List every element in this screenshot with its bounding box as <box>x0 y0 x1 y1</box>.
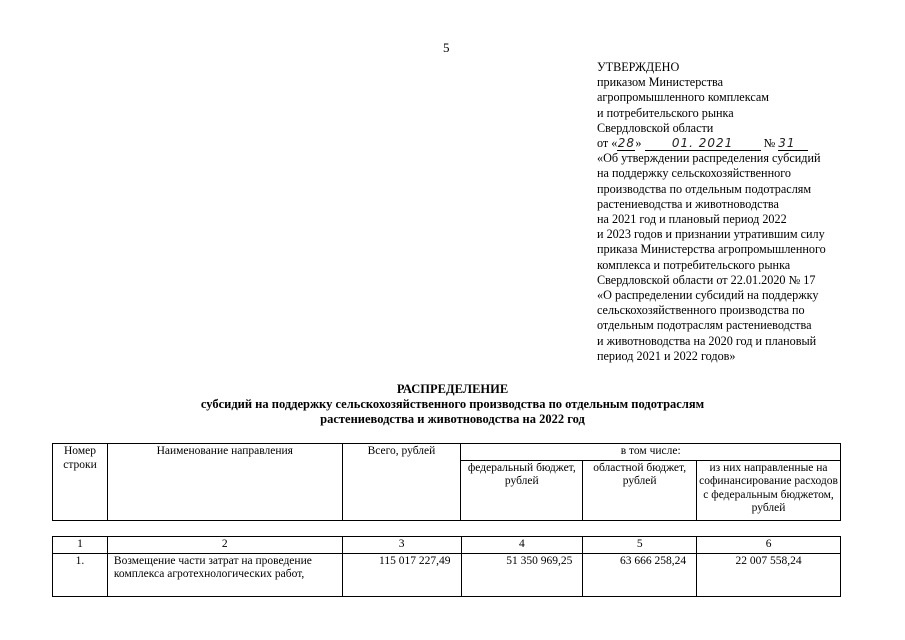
column-number: 6 <box>697 537 841 554</box>
subject-line: «Об утверждении распределения субсидий <box>597 151 821 166</box>
subject-line: растениеводства и животноводства <box>597 196 779 211</box>
title-subtitle: субсидий на поддержку сельскохозяйственного производства по отдельным подотраслям <box>200 397 705 411</box>
column-number: 5 <box>583 537 697 554</box>
row-total: 115 017 227,49 <box>342 553 461 596</box>
page-number: 5 <box>443 40 450 55</box>
column-number: 2 <box>107 537 342 554</box>
header-including: в том числе: <box>461 444 841 461</box>
subject-line: Свердловской области от 22.01.2020 № 17 <box>597 272 816 287</box>
header-row-number: Номер строки <box>53 444 108 521</box>
row-regional: 63 666 258,24 <box>583 553 697 596</box>
subject-line: период 2021 и 2022 годов» <box>597 348 736 363</box>
row-cofinancing: 22 007 558,24 <box>697 553 841 596</box>
subject-line: и 2023 годов и признании утратившим силу <box>597 227 825 242</box>
approval-line: Свердловской области <box>597 120 714 135</box>
column-number: 1 <box>53 537 108 554</box>
subject-line: и животноводства на 2020 год и плановый <box>597 333 817 348</box>
column-number-row <box>53 537 841 554</box>
number-sign: № <box>763 136 776 151</box>
header-total: Всего, рублей <box>342 444 461 521</box>
header-federal: федеральный бюджет, рублей <box>461 460 583 521</box>
date-day: 28 <box>617 136 636 151</box>
column-number: 3 <box>342 537 461 554</box>
approval-date-line <box>597 136 897 151</box>
row-direction-name: Возмещение части затрат на проведение комплекса агротехнологических работ, <box>107 553 342 596</box>
subject-line: производства по отдельным подотраслям <box>597 181 812 196</box>
table-header <box>52 443 841 521</box>
subject-line: на поддержку сельскохозяйственного <box>597 166 791 181</box>
date-quote-close: » <box>635 136 642 151</box>
subject-line: отдельным подотраслям растениеводства <box>597 318 812 333</box>
approval-line: приказом Министерства <box>597 75 724 90</box>
row-federal: 51 350 969,25 <box>461 553 583 596</box>
column-number: 4 <box>461 537 583 554</box>
document-title <box>0 382 905 427</box>
title-subtitle: растениеводства и животноводства на 2022 год <box>320 412 585 426</box>
approval-line: и потребительского рынка <box>597 105 734 120</box>
header-direction-name: Наименование направления <box>107 444 342 521</box>
table-body <box>52 536 841 597</box>
subject-line: комплекса и потребительского рынка <box>597 257 791 272</box>
date-prefix: от « <box>597 136 618 151</box>
header-cofinancing: из них направленные на софинансирование расходов с федеральным бюджетом, рублей <box>697 460 841 521</box>
approval-line: УТВЕРЖДЕНО <box>597 60 680 74</box>
approval-line: агропромышленного комплексам <box>597 90 770 105</box>
table-row <box>53 553 841 596</box>
subject-line: приказа Министерства агропромышленного <box>597 242 826 257</box>
title-heading: РАСПРЕДЕЛЕНИЕ <box>396 382 509 396</box>
subject-line: «О распределении субсидий на поддержку <box>597 288 819 303</box>
date-month-year: 01. 2021 <box>645 137 761 151</box>
subject-line: на 2021 год и плановый период 2022 <box>597 212 787 227</box>
approval-block <box>597 60 897 364</box>
subject-line: сельскохозяйственного производства по <box>597 303 805 318</box>
document-number: 31 <box>778 137 808 151</box>
row-number: 1. <box>53 553 108 596</box>
header-regional: областной бюджет, рублей <box>583 460 697 521</box>
